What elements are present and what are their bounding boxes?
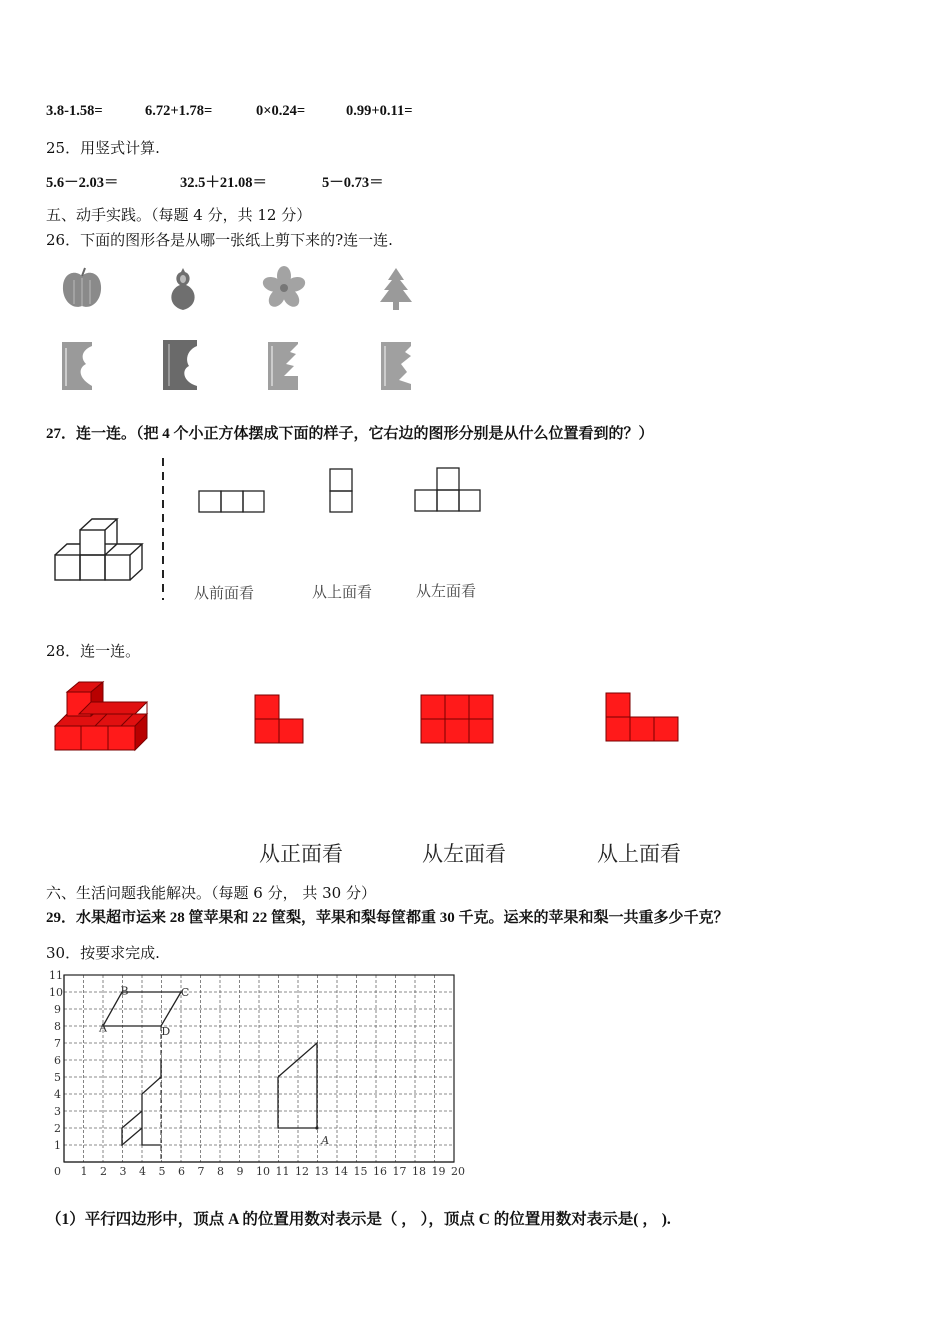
apple-shape-icon <box>58 266 106 314</box>
x-tick-label: 3 <box>119 1165 127 1178</box>
arith-4: 0.99+0.11= <box>346 103 413 119</box>
red-cube-stack <box>53 680 153 752</box>
y-tick-label: 2 <box>54 1122 61 1135</box>
vertical-calc-1: 5.6－2.03＝ <box>46 175 119 191</box>
x-tick-label: 17 <box>392 1165 407 1178</box>
arith-3: 0×0.24= <box>256 103 306 119</box>
caption-top-view: 从上面看 <box>312 583 373 601</box>
arith-2: 6.72+1.78= <box>145 103 213 119</box>
vertical-calc-2: 32.5＋21.08＝ <box>180 175 267 191</box>
x-tick-label: 20 <box>451 1165 465 1178</box>
paper-sheet-2 <box>163 340 201 392</box>
y-tick-label: 8 <box>54 1020 61 1033</box>
x-tick-label: 8 <box>217 1165 224 1178</box>
y-tick-label: 10 <box>49 986 63 999</box>
shape-right <box>278 1043 317 1128</box>
dashed-divider <box>160 458 166 600</box>
q26-title: 26．下面的图形各是从哪一张纸上剪下来的?连一连. <box>46 231 393 249</box>
q28-title: 28．连一连。 <box>46 642 141 660</box>
y-tick-label: 5 <box>54 1071 61 1084</box>
x-tick-label: 16 <box>373 1165 387 1178</box>
q30-part1: （1）平行四边形中，顶点 A 的位置用数对表示是（ ， ），顶点 C 的位置用数对表示是( ， ). <box>46 1211 671 1228</box>
point-label-B: B <box>120 984 129 998</box>
tree-shape-icon <box>376 266 416 312</box>
caption-front-view: 从前面看 <box>194 584 255 602</box>
caption-left: 从左面看 <box>422 842 506 866</box>
shape-left <box>122 1060 161 1145</box>
paper-sheet-1 <box>62 342 96 392</box>
flower-shape-icon <box>262 266 306 310</box>
red-view-l-wide <box>605 692 681 744</box>
caption-front: 从正面看 <box>259 842 343 866</box>
red-view-l-shape <box>254 694 306 746</box>
q27-title: 27．连一连。（把 4 个小正方体摆成下面的样子，它右边的图形分别是从什么位置看到的？） <box>46 426 654 442</box>
caption-top: 从上面看 <box>597 842 681 866</box>
x-tick-label: 7 <box>197 1165 205 1178</box>
y-tick-label: 6 <box>54 1054 61 1067</box>
y-tick-label: 11 <box>49 969 63 982</box>
x-tick-label: 2 <box>100 1165 107 1178</box>
x-tick-label: 0 <box>54 1165 61 1178</box>
x-tick-label: 6 <box>178 1165 185 1178</box>
y-tick-label: 1 <box>54 1139 61 1152</box>
x-tick-label: 14 <box>334 1165 348 1178</box>
x-tick-label: 19 <box>431 1165 446 1178</box>
y-tick-label: 4 <box>54 1088 61 1101</box>
point-label-A: A <box>321 1133 330 1147</box>
x-tick-label: 9 <box>236 1165 244 1178</box>
caption-left-view: 从左面看 <box>416 582 477 600</box>
x-tick-label: 5 <box>158 1165 166 1178</box>
x-tick-label: 11 <box>275 1165 290 1178</box>
view-two-stacked <box>329 468 354 514</box>
y-tick-label: 7 <box>54 1037 61 1050</box>
x-tick-label: 13 <box>314 1165 329 1178</box>
x-tick-label: 10 <box>256 1165 270 1178</box>
x-tick-label: 15 <box>353 1165 368 1178</box>
coordinate-grid <box>44 970 464 1180</box>
x-tick-label: 12 <box>295 1165 309 1178</box>
x-tick-label: 1 <box>80 1165 88 1178</box>
paper-sheet-3 <box>268 342 302 392</box>
paper-sheet-4 <box>381 342 415 392</box>
q25-title: 25．用竖式计算. <box>46 139 160 157</box>
vertical-calc-3: 5－0.73＝ <box>322 175 384 191</box>
view-three-in-row <box>198 490 266 514</box>
y-tick-label: 3 <box>54 1105 61 1118</box>
cube-stack-figure <box>50 510 150 585</box>
arith-1: 3.8-1.58= <box>46 103 103 119</box>
q29-text: 29．水果超市运来 28 筐苹果和 22 筐梨，苹果和梨每筐都重 30 千克。运来的苹果和梨一共重多少千克？ <box>46 910 729 926</box>
section6-title: 六、生活问题我能解决。（每题 6 分， 共 30 分） <box>46 884 376 902</box>
y-tick-label: 9 <box>54 1003 61 1016</box>
x-tick-label: 18 <box>412 1165 426 1178</box>
section5-title: 五、动手实践。（每题 4 分，共 12 分） <box>46 206 312 224</box>
gourd-shape-icon <box>163 266 203 314</box>
view-t-shape <box>414 467 482 513</box>
q30-title: 30．按要求完成. <box>46 944 160 962</box>
point-label-A: A <box>99 1021 107 1035</box>
point-label-C: C <box>180 986 190 999</box>
x-tick-label: 4 <box>139 1165 146 1178</box>
red-view-2x3 <box>420 694 495 745</box>
point-label-D: D <box>161 1025 171 1039</box>
